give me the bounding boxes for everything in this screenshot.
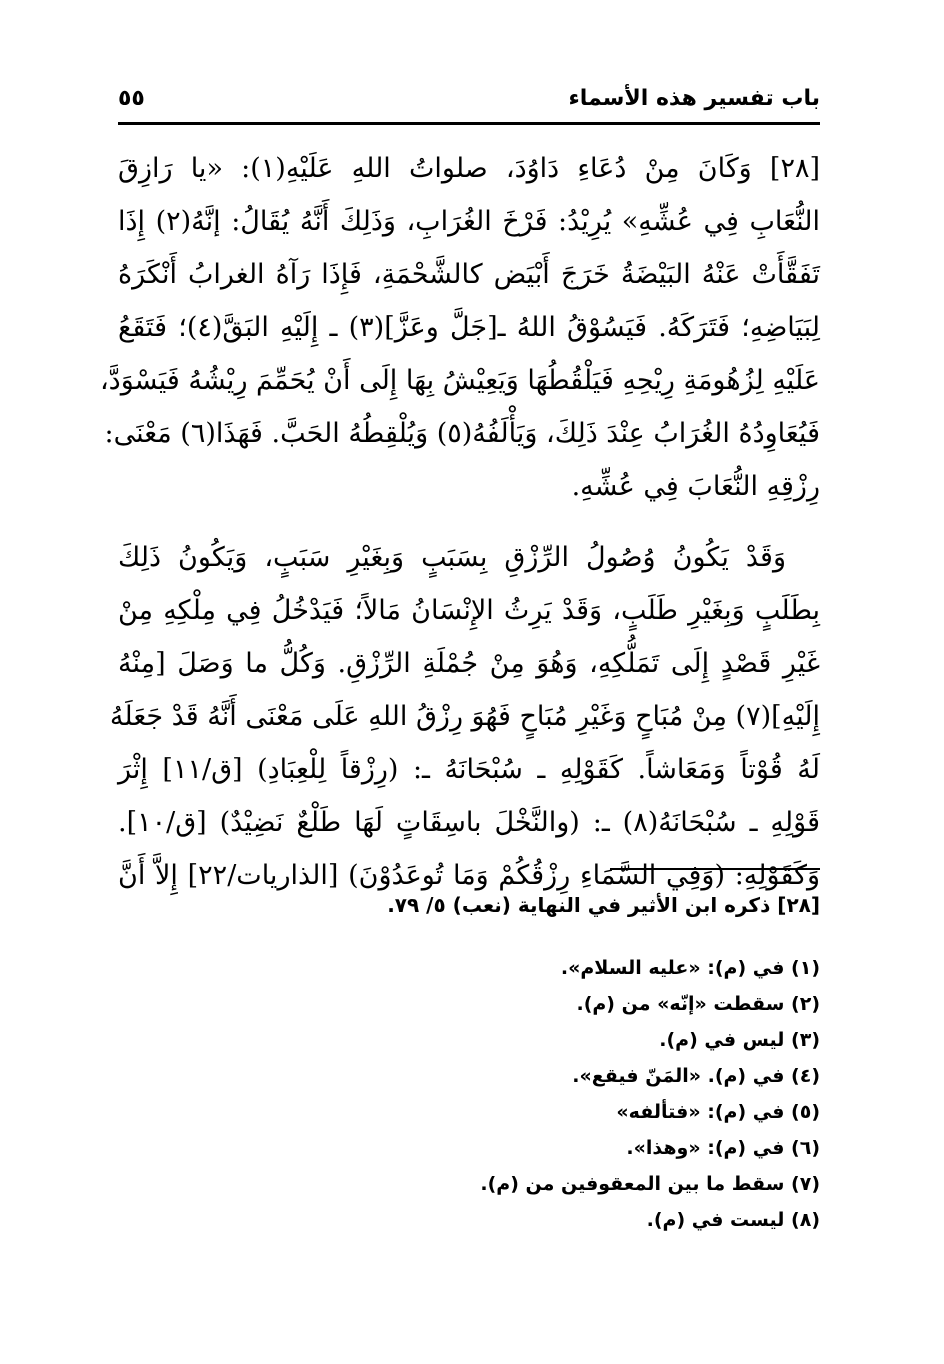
- page-header: [118, 86, 820, 118]
- header-divider: [118, 122, 820, 125]
- paragraph-gap: [118, 513, 820, 531]
- source-footnote: [٢٨] ذكره ابن الأثير في النهاية (نعب) ٥/ ٧٩.: [387, 893, 820, 917]
- page-number: ٥٥: [118, 86, 145, 111]
- text-line: عَلَيْهِ لِزُهُومَةِ رِيْحِهِ فَيَلْقُطُهَا وَيَعِيْشُ بِهَا إِلَى أَنْ يُحَمِّمَ رِيْشُهُ فَيَسْوَدَّ،: [99, 365, 820, 396]
- running-title: باب تفسير هذه الأسماء: [568, 86, 820, 111]
- footnote: (٤) في (م). «المَنّ فيقع».: [572, 1065, 820, 1087]
- text-line: وَكَقَوْلِهِ: (وَفِي السَّمَاءِ رِزْقُكُمْ وَمَا تُوعَدُوْنَ) [الذاريات/٢٢] إِلاَّ أَنَّ: [118, 860, 820, 891]
- footnote: (١) في (م): «عليه السلام».: [560, 957, 820, 979]
- footnote-divider: [610, 868, 820, 870]
- text-line: لَهُ قُوْتاً وَمَعَاشاً. كَقَوْلِهِ ـ سُبْحَانَهُ ـ: (رِزْقاً لِلْعِبَادِ) [ق/١١] إِثْرَ: [118, 754, 821, 785]
- footnote: (٢) سقطت «إنّه» من (م).: [576, 993, 820, 1015]
- text-line: النُّعَابِ فِي عُشِّهِ» يُرِيْدُ: فَرْخَ الغُرَابِ، وَذَلِكَ أَنَّهُ يُقَالُ: إنَّهُ(٢) إِذَا: [118, 206, 820, 237]
- text-line: فَيُعَاوِدُهُ الغُرَابُ عِنْدَ ذَلِكَ، وَيَأْلَفُهُ(٥) وَيُلْقِطُهُ الحَبَّ. فَهَذَا(٦) مَعْنَى:: [104, 418, 820, 449]
- text-line: غَيْرِ قَصْدٍ إِلَى تَمَلُّكِهِ، وَهُوَ مِنْ جُمْلَةِ الرِّزْقِ. وَكُلُّ ما وَصَلَ [مِنْهُ: [118, 648, 820, 679]
- text-line: رِزْقِهِ النُّعَابَ فِي عُشِّهِ.: [571, 471, 820, 502]
- text-line: بِطَلَبٍ وَبِغَيْرِ طَلَبٍ، وَقَدْ يَرِثُ الإِنْسَانُ مَالاً؛ فَيَدْخُلُ فِي مِلْكِهِ مِنْ: [118, 595, 820, 626]
- footnote: (٦) في (م): «وهذا».: [626, 1137, 820, 1159]
- text-line: إِلَيْهِ](٧) مِنْ مُبَاحٍ وَغَيْرِ مُبَاحٍ فَهُوَ رِزْقُ اللهِ عَلَى مَعْنَى أَنَّهُ قَدْ جَعَلَهُ: [109, 701, 820, 732]
- footnote: (٨) ليست في (م).: [646, 1209, 820, 1231]
- main-text: [99, 142, 821, 902]
- text-line: لِبَيَاضِهِ؛ فَتَرَكَهُ. فَيَسُوْقُ اللهُ ـ[جَلَّ وعَزَّ](٣) ـ إِلَيْهِ البَقَّ(٤)؛ فَتَقَعُ: [118, 312, 820, 343]
- text-line: قَوْلِهِ ـ سُبْحَانَهُ(٨) ـ: (والنَّخْلَ باسِقَاتٍ لَهَا طَلْعٌ نَضِيْدٌ) [ق/١٠].: [118, 807, 820, 838]
- text-line: [٢٨] وَكَانَ مِنْ دُعَاءِ دَاوُدَ، صلواتُ اللهِ عَلَيْهِ(١): «يا رَازِقَ: [118, 153, 820, 184]
- text-line: تَفَقَّأَتْ عَنْهُ البَيْضَةُ خَرَجَ أَبْيَض كالشَّحْمَةِ، فَإِذَا رَآهُ الغرابُ أَنْكَرَهُ: [118, 259, 820, 290]
- footnote: (٧) سقط ما بين المعقوفين من (م).: [480, 1173, 820, 1195]
- footnote: (٥) في (م): «فتألفه»: [616, 1101, 820, 1123]
- footnote: (٣) ليس في (م).: [659, 1029, 820, 1051]
- footnote-list: [300, 950, 820, 1238]
- text-line: وَقَدْ يَكُونُ وُصُولُ الرِّزْقِ بِسَبَبٍ وَبِغَيْرِ سَبَبٍ، وَيَكُونُ ذَلِكَ: [118, 542, 786, 573]
